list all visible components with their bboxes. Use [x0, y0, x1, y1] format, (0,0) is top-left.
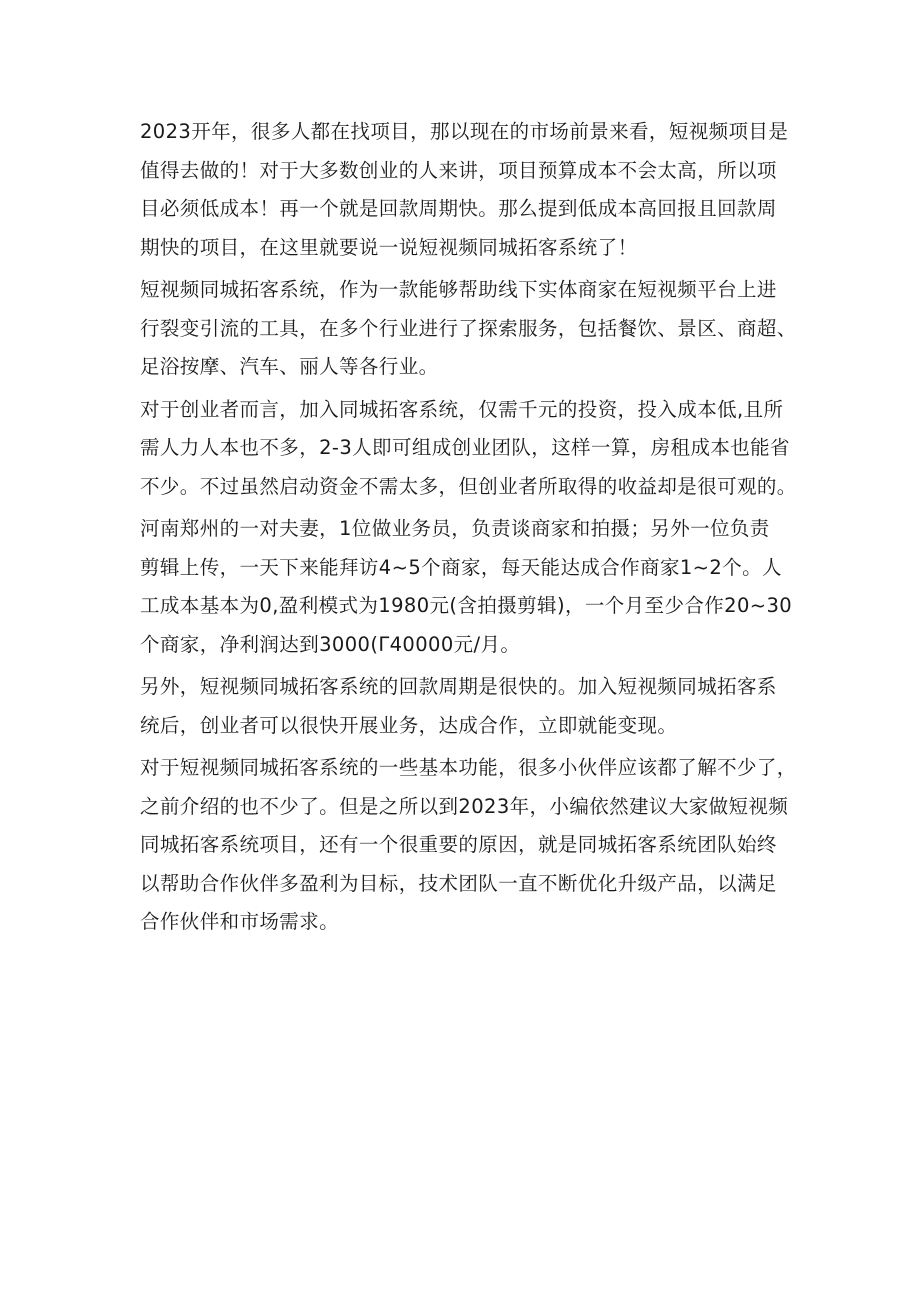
text-line: 对于短视频同城拓客系统的一些基本功能，很多小伙伴应该都了解不少了， [140, 756, 797, 779]
text-line: 以帮助合作伙伴多盈利为目标，技术团队一直不断优化升级产品，以满足 [140, 871, 777, 895]
text-line: 另外，短视频同城拓客系统的回款周期是很快的。加入短视频同城拓客系 [140, 675, 777, 698]
text-line: 河南郑州的一对夫妻，1位做业务员，负责谈商家和拍摄；另外一位负责 [140, 517, 770, 540]
text-line: 合作伙伴和市场需求。 [140, 910, 340, 933]
paragraph [140, 391, 800, 507]
text-line: 值得去做的！对于大多数创业的人来讲，项目预算成本不会太高，所以项 [140, 158, 777, 182]
text-line: 对于创业者而言，加入同城拓客系统，仅需千元的投资，投入成本低,且所 [140, 397, 784, 421]
text-line: 行裂变引流的工具，在多个行业进行了探索服务，包括餐饮、景区、商超、 [140, 316, 797, 340]
text-line: 个商家，净利润达到3000(Γ40000元/月。 [140, 632, 521, 656]
document-body [140, 113, 800, 946]
text-line: 2023开年，很多人都在找项目，那以现在的市场前景来看，短视频项目是 [140, 120, 789, 143]
paragraph [140, 271, 800, 387]
text-line: 工成本基本为0,盈利模式为1980元(含拍摄剪辑)，一个月至少合作20~30 [140, 594, 793, 617]
text-line: 不少。不过虽然启动资金不需太多，但创业者所取得的收益却是很可观的。 [140, 474, 797, 498]
text-line: 需人力人本也不多，2-3人即可组成创业团队，这样一算，房租成本也能省 [140, 436, 790, 459]
text-line: 剪辑上传，一天下来能拜访4~5个商家，每天能达成合作商家1~2个。人 [140, 555, 782, 579]
text-line: 足浴按摩、汽车、丽人等各行业。 [140, 355, 439, 378]
paragraph [140, 668, 800, 745]
text-line: 统后，创业者可以很快开展业务，达成合作，立即就能变现。 [140, 713, 678, 737]
paragraph [140, 510, 800, 664]
text-line: 之前介绍的也不少了。但是之所以到2023年，小编依然建议大家做短视频 [140, 794, 789, 818]
text-line: 短视频同城拓客系统，作为一款能够帮助线下实体商家在短视频平台上进 [140, 278, 777, 301]
text-line: 同城拓客系统项目，还有一个很重要的原因，就是同城拓客系统团队始终 [140, 833, 777, 856]
text-line: 期快的项目，在这里就要说一说短视频同城拓客系统了！ [140, 235, 638, 259]
paragraph [140, 749, 800, 942]
text-line: 目必须低成本！再一个就是回款周期快。那么提到低成本高回报且回款周 [140, 197, 777, 220]
paragraph [140, 113, 800, 267]
